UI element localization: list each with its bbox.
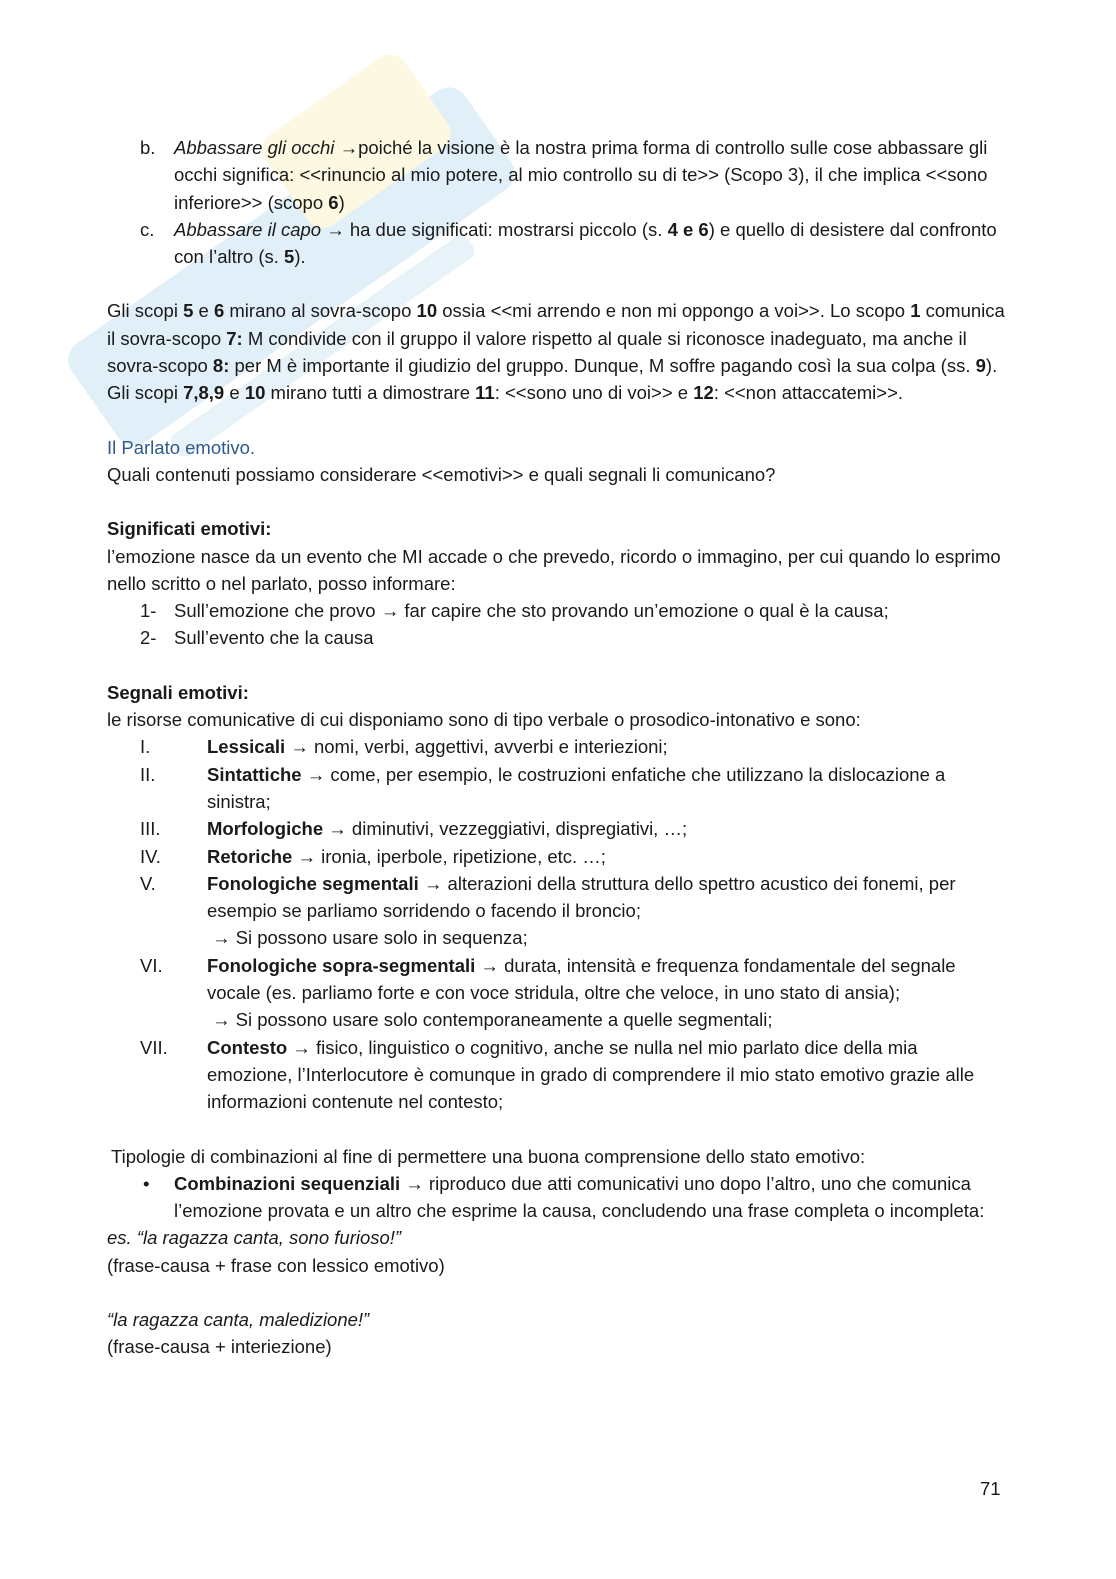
roman-list-item: I. Lessicali → nomi, verbi, aggettivi, avverbi e interiezioni; bbox=[107, 733, 1007, 760]
roman-list-item: III. Morfologiche → diminutivi, vezzeggiativi, dispregiativi, …; bbox=[107, 815, 1007, 842]
item-title: Abbassare gli occhi bbox=[174, 137, 335, 158]
list-marker: 2- bbox=[140, 627, 157, 649]
list-item-b: b. Abbassare gli occhi →poiché la visione è la nostra prima forma di controllo sulle cose abbassare gli occhi significa: <<rinuncio al mio potere, al mio controllo su di te>> (Scopo 3), il che implica <<sono inferiore>> (scopo 6) bbox=[107, 134, 1007, 216]
list-item-c: c. Abbassare il capo → ha due significati: mostrarsi piccolo (s. 4 e 6) e quello di desistere dal confronto con l’altro (s. 5). bbox=[107, 216, 1007, 271]
example-quote: es. “la ragazza canta, sono furioso!” bbox=[107, 1227, 402, 1249]
segnali-note: → Si possono usare solo contemporaneamente a quelle segmentali; bbox=[212, 1009, 773, 1031]
arrow-icon: → bbox=[339, 137, 359, 158]
example-explanation: (frase-causa + frase con lessico emotivo) bbox=[107, 1254, 445, 1276]
item-title: Abbassare il capo bbox=[174, 218, 322, 240]
example-quote: “la ragazza canta, maledizione!” bbox=[107, 1308, 370, 1330]
arrow-icon: → bbox=[326, 218, 345, 240]
roman-list-item: VII. Contesto → fisico, linguistico o cognitivo, anche se nulla nel mio parlato dice della mia emozione, l’Interlocutore è comunque in grado di comprendere il mio stato emotivo grazie alle informazioni contenute nel contesto; bbox=[107, 1034, 1007, 1116]
example-explanation: (frase-causa + interiezione) bbox=[107, 1336, 332, 1358]
bullet-icon: • bbox=[143, 1172, 150, 1194]
list-marker: b. bbox=[140, 137, 156, 158]
roman-list-item: II. Sintattiche → come, per esempio, le costruzioni enfatiche che utilizzano la dislocazione a sinistra; bbox=[107, 761, 1007, 816]
list-marker: 1- bbox=[140, 600, 157, 622]
segnali-title: Segnali emotivi: bbox=[107, 681, 249, 703]
page-number: 71 bbox=[980, 1478, 1001, 1499]
segnali-intro: le risorse comunicative di cui disponiamo sono di tipo verbale o prosodico-intonativo e sono: bbox=[107, 709, 861, 731]
list-marker: V. bbox=[140, 872, 156, 894]
segnali-note: → Si possono usare solo in sequenza; bbox=[212, 927, 528, 949]
significati-title: Significati emotivi: bbox=[107, 518, 272, 540]
list-item: 2- Sull’evento che la causa bbox=[107, 624, 1007, 651]
list-marker: II. bbox=[140, 763, 156, 785]
tipologie-intro: Tipologie di combinazioni al fine di permettere una buona comprensione dello stato emotivo: bbox=[111, 1145, 866, 1167]
list-marker: VII. bbox=[140, 1036, 168, 1058]
section-question: Quali contenuti possiamo considerare <<emotivi>> e quali segnali li comunicano? bbox=[107, 463, 776, 485]
roman-list-item: V. Fonologiche segmentali → alterazioni della struttura dello spettro acustico dei fonemi, per esempio se parliamo sorridendo o facendo il broncio; bbox=[107, 870, 1007, 925]
significati-intro: l’emozione nasce da un evento che MI accade o che prevedo, ricordo o immagino, per cui quando lo esprimo nello scritto o nel parlato, posso informare: bbox=[107, 545, 1001, 594]
roman-list-item: IV. Retoriche → ironia, iperbole, ripetizione, etc. …; bbox=[107, 843, 1007, 870]
section-heading: Il Parlato emotivo. bbox=[107, 436, 256, 458]
paragraph-scopi-1: Gli scopi 5 e 6 mirano al sovra-scopo 10 ossia <<mi arrendo e non mi oppongo a voi>>. Lo scopo 1 comunica il sovra-scopo 7: M condivide con il gruppo il valore rispetto al quale si riconosce inadeguato, ma anche il sovra-scopo 8: per M è importante il giudizio del gruppo. Dunque, M soffre pagando così la sua colpa (ss. 9). bbox=[107, 300, 1005, 377]
roman-list-item: VI. Fonologiche sopra-segmentali → durata, intensità e frequenza fondamentale del segnale vocale (es. parliamo forte e con voce stridula, oltre che veloce, in uno stato di ansia); bbox=[107, 952, 1007, 1007]
page-content bbox=[107, 134, 1007, 1361]
list-item: 1- Sull’emozione che provo → far capire che sto provando un’emozione o qual è la causa; bbox=[107, 597, 1007, 624]
list-marker: IV. bbox=[140, 845, 161, 867]
list-marker: VI. bbox=[140, 954, 163, 976]
paragraph-scopi-2: Gli scopi 7,8,9 e 10 mirano tutti a dimostrare 11: <<sono uno di voi>> e 12: <<non attaccatemi>>. bbox=[107, 382, 904, 404]
bullet-item: • Combinazioni sequenziali → riproduco due atti comunicativi uno dopo l’altro, uno che comunica l’emozione provata e un altro che esprime la causa, concludendo una frase completa o incompleta: bbox=[107, 1170, 1007, 1225]
list-marker: I. bbox=[140, 736, 151, 758]
list-marker: III. bbox=[140, 818, 161, 840]
list-marker: c. bbox=[140, 218, 155, 240]
